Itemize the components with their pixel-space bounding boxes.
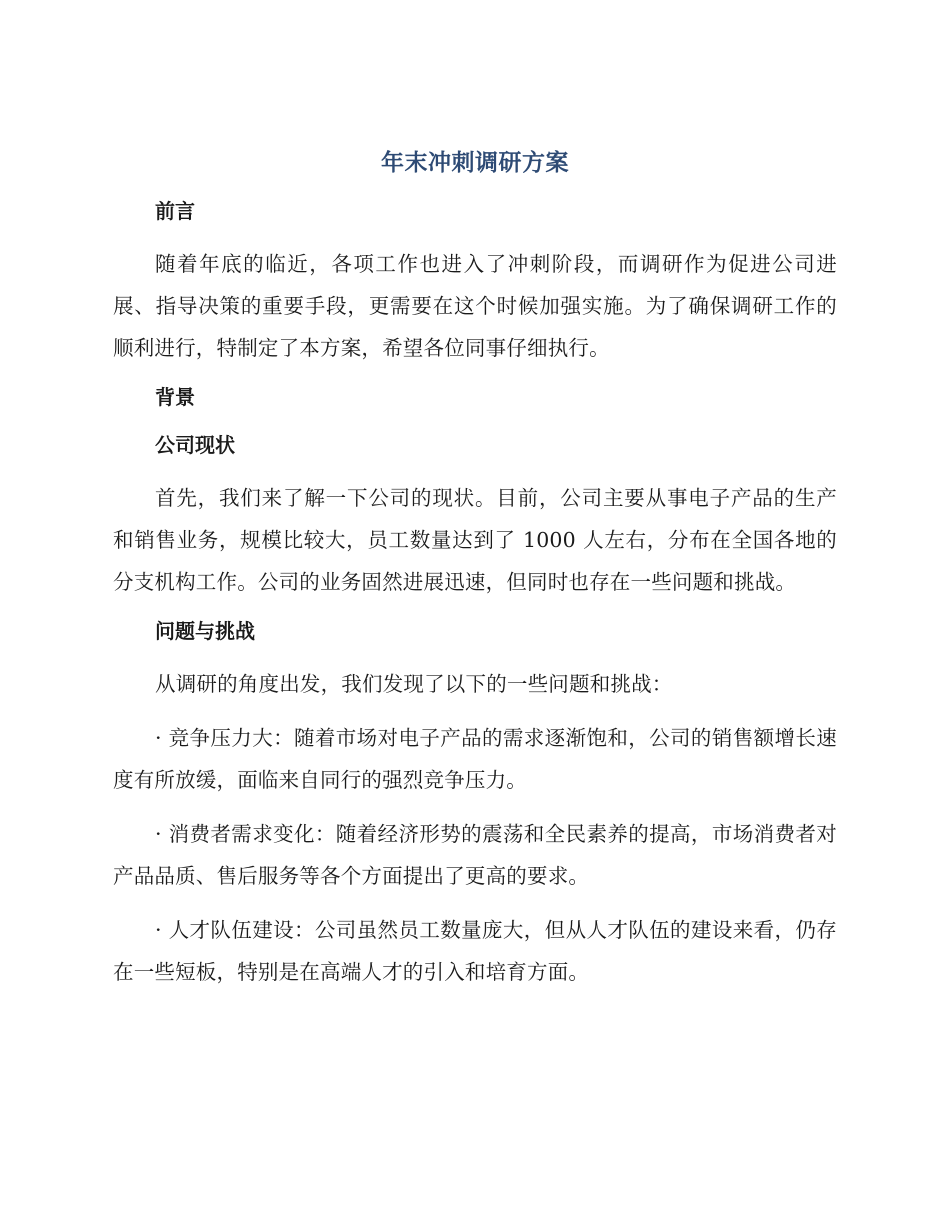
preface-heading: 前言 [155,199,195,223]
company-status-heading: 公司现状 [155,433,235,457]
preface-paragraph: 随着年底的临近，各项工作也进入了冲刺阶段，而调研作为促进公司进展、指导决策的重要手段，更需要在这个时候加强实施。为了确保调研工作的顺利进行，特制定了本方案，希望各位同事仔细执行。 [113,252,837,360]
problems-heading: 问题与挑战 [155,619,255,643]
document-page [113,145,837,1005]
document-title: 年末冲刺调研方案 [381,150,569,176]
problems-intro-paragraph: 从调研的角度出发，我们发现了以下的一些问题和挑战： [155,672,673,696]
bullet-talent: · 人才队伍建设：公司虽然员工数量庞大，但从人才队伍的建设来看，仍存在一些短板，特别是在高端人才的引入和培育方面。 [113,918,837,984]
bullet-consumer-demand: · 消费者需求变化：随着经济形势的震荡和全民素养的提高，市场消费者对产品品质、售后服务等各个方面提出了更高的要求。 [113,822,837,888]
company-status-paragraph: 首先，我们来了解一下公司的现状。目前，公司主要从事电子产品的生产和销售业务，规模比较大，员工数量达到了 1000 人左右，分布在全国各地的分支机构工作。公司的业务固然进展迅速，但同时也存在一些问题和挑战。 [113,486,837,594]
bullet-competition: · 竞争压力大：随着市场对电子产品的需求逐渐饱和，公司的销售额增长速度有所放缓，面临来自同行的强烈竞争压力。 [113,726,837,792]
background-heading: 背景 [155,385,195,409]
